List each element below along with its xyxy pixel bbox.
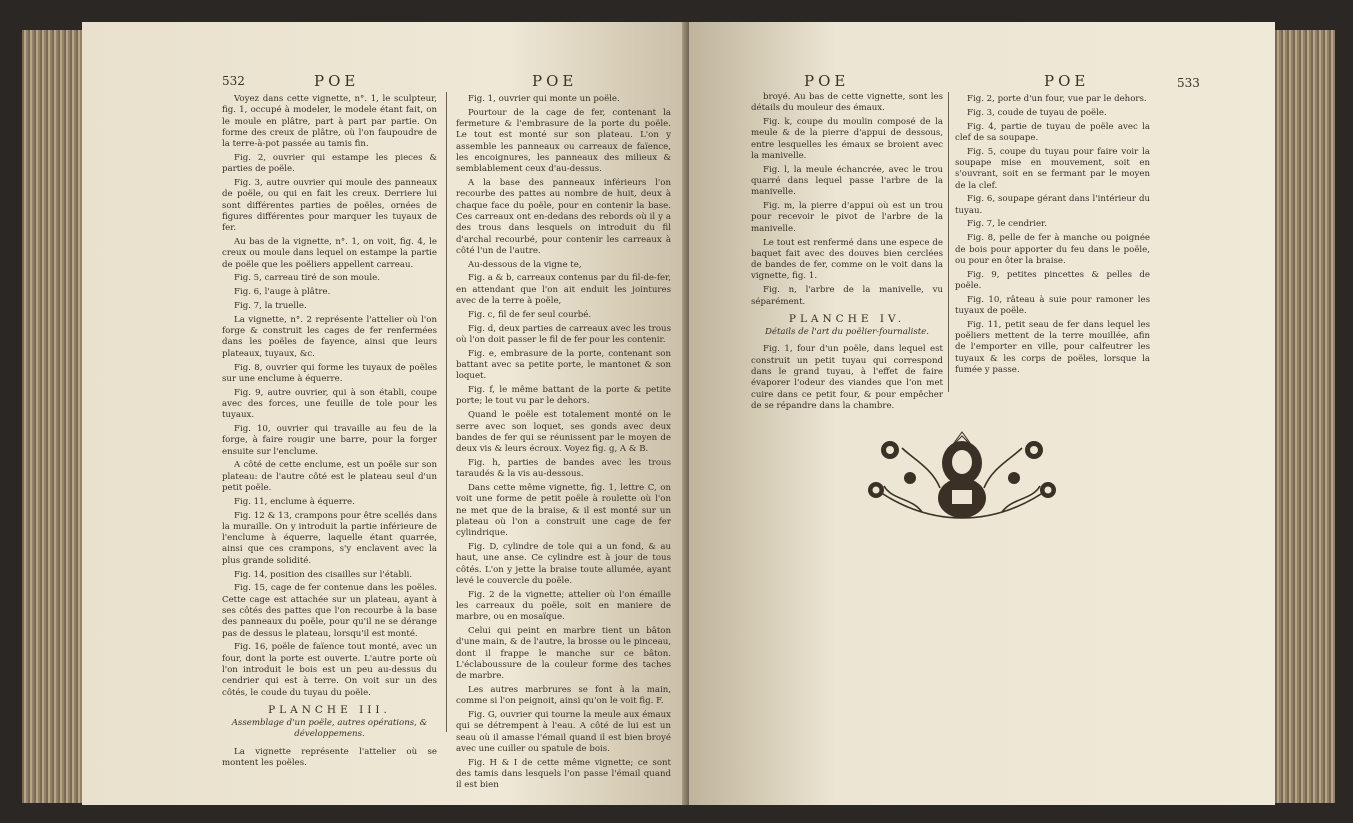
running-head-right: POE <box>532 72 578 90</box>
paragraph: Fig. 2, porte d'un four, vue par le dehors. <box>967 94 1147 104</box>
paragraph: Fig. d, deux parties de carreaux avec les trous où l'on doit passer le fil de fer pour les contenir. <box>456 323 671 345</box>
paragraph: Fig. c, fil de fer seul courbé. <box>468 309 592 320</box>
column-rule <box>446 92 447 732</box>
paragraph: Fig. 2, ouvrier qui estampe les pieces & parties de poële. <box>222 152 437 175</box>
paragraph: Fig. 7, la truelle. <box>234 301 307 312</box>
paragraph: Fig. 14, position des cisailles sur l'établi. <box>234 569 413 580</box>
left-page <box>82 22 689 805</box>
paragraph: Fig. D, cylindre de tole qui a un fond, & au haut, une anse. Ce cylindre est à jour de tous côtés. L'on y jette la braise toute allumée, ayant levé le couvercle du poële. <box>456 541 671 586</box>
paragraph: Pourtour de la cage de fer, contenant la fermeture & l'embrasure de la porte du poële. Le tout est monté sur son plateau. L'on y assemble les panneaux ou carreaux de faïence, les encoignures, les panneaux des milieux & semblablement ceux d'au-dessus. <box>456 107 671 175</box>
paragraph: Fig. 11, petit seau de fer dans lequel les poëliers mettent de la terre mouillée, afin de l'emporter en ville, pour calfeutrer les tuyaux & les corps de poëles, lorsque la fumée y passe. <box>955 319 1150 376</box>
paragraph: Les autres marbrures se font à la main, comme si l'on peignoit, ainsi qu'on le voit fig. F. <box>456 685 671 707</box>
paragraph: Fig. 16, poële de faïence tout monté, avec un four, dont la porte est ouverte. L'autre porte où l'on introduit le bois est un peu au-dessus du cendrier qui est à terre. On voit sur un des côtés, le coude du tuyau du poële. <box>222 642 437 698</box>
paragraph: Fig. 15, cage de fer contenue dans les poëles. Cette cage est attachée sur un plateau, ayant à ses côtés des pattes que l'on recourbe à la base des panneaux du poële, pour qu'il ne se dérange pas de dessus le plateau, lorsqu'il est monté. <box>222 583 437 639</box>
paragraph: Fig. G, ouvrier qui tourne la meule aux émaux qui se détrempent à l'eau. A côté de lui est un seau où il amasse l'émail quand il est bien broyé avec une cuiller ou spatule de bois. <box>456 710 671 755</box>
paragraph: Fig. 3, coude de tuyau de poële. <box>967 107 1107 118</box>
paragraph: A la base des panneaux inférieurs l'on recourbe des pattes au nombre de huit, deux à chaque face du poële, pour en contenir la base. Ces carreaux ont en-dedans des rebords où il y a des trous dans lesquels on introduit du fil d'archal recourbé, pour contenir les carreaux à côté l'un de l'autre. <box>456 178 671 256</box>
paragraph: Fig. 10, râteau à suie pour ramoner les tuyaux de poële. <box>955 294 1150 317</box>
paragraph: Fig. 9, autre ouvrier, qui à son établi, coupe avec des forces, une feuille de tole pour les tuyaux. <box>222 387 437 421</box>
paragraph: Fig. 5, carreau tiré de son moule. <box>234 273 380 284</box>
paragraph: Quand le poële est totalement monté on le serre avec son loquet, ses gonds avec deux bandes de fer qui se réunissent par le moyen de deux vis & leurs écroux. Voyez fig. g, A & B. <box>456 410 671 455</box>
plate-subtitle: Détails de l'art du poëlier-fournaliste. <box>765 327 929 338</box>
paragraph: Fig. 12 & 13, crampons pour être scellés dans la muraille. On y introduit la partie inférieure de l'enclume à équerre, laquelle étant quarrée, ainsi que ces crampons, s'y enclavent avec la plus grande solidité. <box>222 510 437 566</box>
paragraph: Fig. l, la meule échancrée, avec le trou quarré dans lequel passe l'arbre de la manivelle. <box>751 164 943 198</box>
floral-ornament-icon <box>862 428 1062 533</box>
paragraph: Fig. a & b, carreaux contenus par du fil-de-fer, en attendant que l'on ait enduit les jointures avec de la terre à poële, <box>456 273 671 307</box>
paragraph: La vignette représente l'attelier où se montent les poëles. <box>222 746 437 769</box>
paragraph: Le tout est renfermé dans une espece de baquet fait avec des douves bien cerclées de bandes de fer, comme on le voit dans la vignette, fig. 1. <box>751 237 943 282</box>
paragraph: Fig. h, parties de bandes avec les trous taraudés & la vis au-dessous. <box>456 457 671 480</box>
left-column-2 <box>456 94 671 794</box>
plate-title: PLANCHE IV. <box>788 312 906 325</box>
left-page-edges <box>22 30 82 803</box>
plate-title: PLANCHE III. <box>268 703 391 716</box>
right-page-edges <box>1275 30 1335 803</box>
right-column-2 <box>955 94 1150 379</box>
paragraph: Fig. 8, ouvrier qui forme les tuyaux de poëles sur une enclume à équerre. <box>222 362 437 384</box>
paragraph: Fig. n, l'arbre de la manivelle, vu séparément. <box>751 285 943 307</box>
paragraph: Fig. 5, coupe du tuyau pour faire voir la soupape mise en mouvement, soit en s'ouvrant, soit en se fermant par le moyen de la clef. <box>955 146 1150 191</box>
column-rule <box>948 92 949 392</box>
paragraph: Au bas de la vignette, n°. 1, on voit, fig. 4, le creux ou moule dans lequel on estampe la partie de poële que les poëliers appellent carreau. <box>222 237 437 270</box>
paragraph: Fig. 2 de la vignette; attelier où l'on émaille les carreaux du poële, soit en maniere de marbre, ou en mosaïque. <box>456 589 671 623</box>
paragraph: Fig. m, la pierre d'appui où est un trou pour recevoir le pivot de l'arbre de la manivelle. <box>751 201 943 234</box>
paragraph: Fig. 8, pelle de fer à manche ou poignée de bois pour apporter du feu dans le poële, ou pour en ôter la braise. <box>955 233 1150 266</box>
paragraph: Fig. 3, autre ouvrier qui moule des panneaux de poële, ou qui en fait les creux. Derriere lui sont différentes parties de poëles, ornées de figures différentes pour marquer les tuyaux de fer. <box>222 178 437 234</box>
paragraph: Fig. 6, l'auge à plâtre. <box>234 287 331 298</box>
paragraph: Fig. H & I de cette même vignette; ce sont des tamis dans lesquels l'on passe l'émail quand il est bien <box>456 757 671 791</box>
paragraph: Fig. f, le même battant de la porte & petite porte; le tout vu par le dehors. <box>456 385 671 407</box>
paragraph: La vignette, n°. 2 représente l'attelier où l'on forge & construit les cages de fer renfermées dans les poëles de fayence, ainsi que leurs plateaux, tuyaux, &c. <box>222 314 437 359</box>
paragraph: Dans cette même vignette, fig. 1, lettre C, on voit une forme de petit poële à roulette où l'on ne met que de la braise, & il est monté sur un plateau où l'on a construit une cage de fer cylindrique. <box>456 483 671 539</box>
paragraph: Fig. k, coupe du moulin composé de la meule & de la pierre d'appui de dessous, entre lesquelles les émaux se broient avec la manivelle. <box>751 117 943 161</box>
paragraph: Au-dessous de la vigne te, <box>468 259 582 270</box>
paragraph: Fig. 6, soupape gérant dans l'intérieur du tuyau. <box>955 194 1150 216</box>
paragraph: A côté de cette enclume, est un poële sur son plateau: de l'autre côté est le plateau seul d'un petit poële. <box>222 460 437 493</box>
left-column-1 <box>222 94 437 772</box>
paragraph: Fig. 4, partie de tuyau de poële avec la clef de sa soupape. <box>955 121 1150 143</box>
paragraph: Celui qui peint en marbre tient un bâton d'une main, & de l'autre, la brosse ou le pinceau, dont il frappe le manche sur ce bâton. L'éclaboussure de la couleur forme des taches de marbre. <box>456 626 671 682</box>
paragraph: Fig. 10, ouvrier qui travaille au feu de la forge, à faire rougir une barre, pour la forger ensuite sur l'enclume. <box>222 424 437 457</box>
paragraph: Fig. 1, four d'un poële, dans lequel est construit un petit tuyau qui correspond dans le grand tuyau, à l'effet de faire évaporer l'odeur des viandes que l'on met cuire dans ce petit four, & pour empêcher de se répandre dans la chambre. <box>751 344 943 411</box>
right-page <box>689 22 1275 805</box>
running-head-right: POE <box>1044 72 1090 90</box>
running-head-left: POE <box>804 72 850 90</box>
paragraph: broyé. Au bas de cette vignette, sont les détails du mouleur des émaux. <box>751 92 943 114</box>
paragraph: Voyez dans cette vignette, n°. 1, le sculpteur, fig. 1, occupé à modeler, le modele étant fait, on le moule en plâtre, part à part par partie. On forme des creux de plâtre, où l'on faupoudre de la terre-à-pot passée au tamis fin. <box>222 94 437 150</box>
paragraph: Fig. 7, le cendrier. <box>967 219 1047 230</box>
running-head-left: POE <box>314 72 360 90</box>
right-column-1 <box>751 92 943 415</box>
page-number: 532 <box>222 74 245 88</box>
paragraph: Fig. 1, ouvrier qui monte un poële. <box>468 94 620 104</box>
page-number: 533 <box>1177 76 1200 90</box>
paragraph: Fig. 9, petites pincettes & pelles de poële. <box>955 269 1150 291</box>
paragraph: Fig. e, embrasure de la porte, contenant son battant avec sa petite porte, le mantonet & son loquet. <box>456 348 671 382</box>
plate-subtitle: Assemblage d'un poële, autres opérations, & développemens. <box>231 718 428 740</box>
paragraph: Fig. 11, enclume à équerre. <box>234 496 355 507</box>
